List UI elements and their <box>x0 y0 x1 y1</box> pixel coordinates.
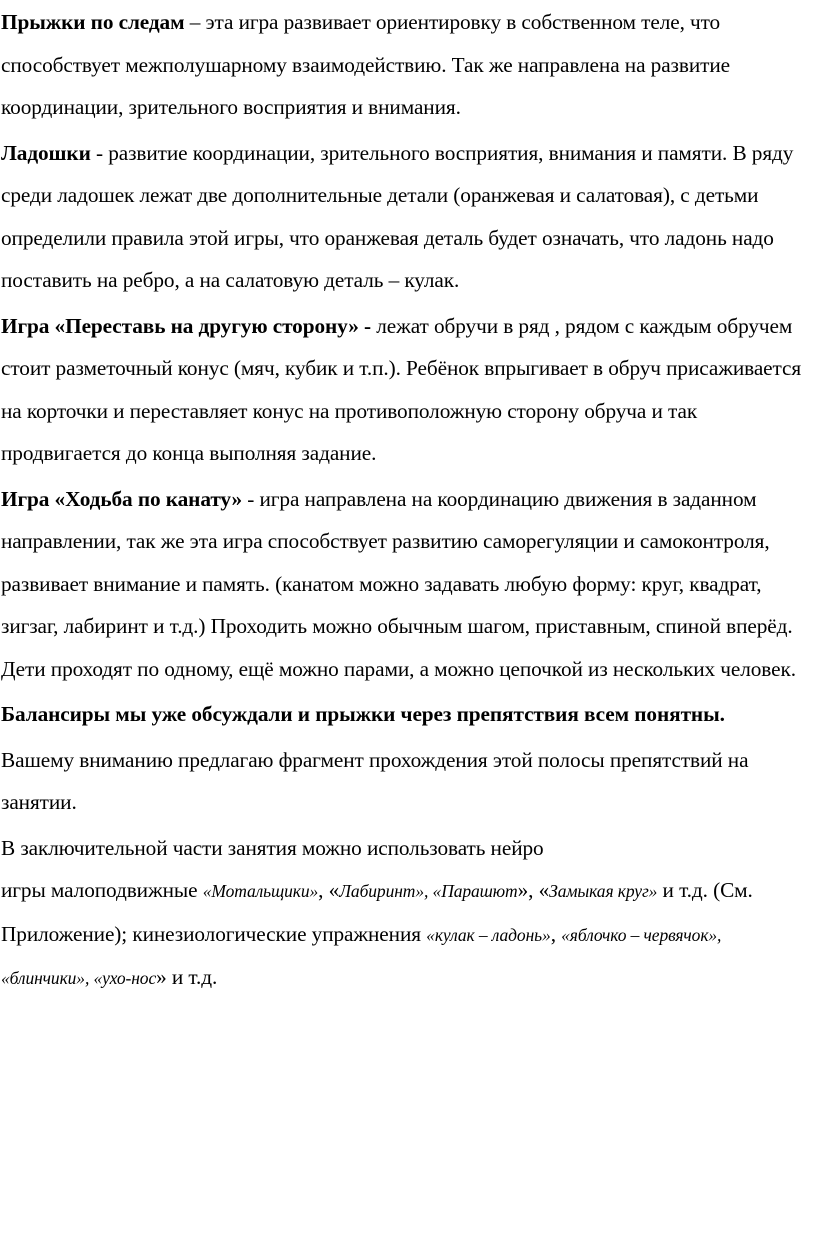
paragraph-final-part <box>1 827 812 1000</box>
game-name: Замыкая круг» <box>549 881 658 901</box>
paragraph-move-other-side <box>1 305 812 475</box>
paragraph-text: – эта игра развивает ориентировку в собственном теле, что способствует межполушарному взаимодействию. Так же направлена на развитие координации, зрительного восприятия и внимания. <box>1 10 730 119</box>
paragraph-text: Балансиры мы уже обсуждали и прыжки через препятствия всем понятны. <box>1 702 725 726</box>
paragraph-text: », « <box>517 878 550 902</box>
paragraph-rope-walking <box>1 478 812 691</box>
exercise-name: «яблочко – червячок», «блинчики», «ухо-нос <box>1 924 722 988</box>
paragraph-fragment <box>1 739 812 824</box>
paragraph-title: Прыжки по следам <box>1 10 185 34</box>
paragraph-text: , « <box>318 878 340 902</box>
paragraph-text: и т.д. (См. Приложение); кинезиологические упражнения <box>1 878 753 946</box>
paragraph-text: Вашему вниманию предлагаю фрагмент прохождения этой полосы препятствий на занятии. <box>1 747 749 814</box>
paragraph-jumping-tracks <box>1 1 812 129</box>
game-name: «Мотальщики» <box>202 881 319 901</box>
paragraph-text: - развитие координации, зрительного восприятия, внимания и памяти. В ряду среди ладошек лежат две дополнительные детали (оранжевая и салатовая), с детьми определили правила этой игры, что оранжевая деталь будет означать, что ладонь надо поставить на ребро, а на салатовую деталь – кулак. <box>1 140 794 292</box>
game-name: Лабиринт», «Парашют <box>339 881 518 901</box>
paragraph-text: лежат обручи в ряд , рядом с каждым обручем стоит разметочный конус (мяч, кубик и т.п.). Ребёнок впрыгивает в обруч присаживается на корточки и переставляет конус на противоположную сторону обруча и так продвигается до конца выполняя задание. <box>1 313 802 465</box>
paragraph-text: , <box>550 921 562 946</box>
paragraph-text: - игра направлена на координацию движения в заданном направлении, так же эта игра способствует развитию саморегуляции и самоконтроля, развивает внимание и память. (канатом можно задавать любую форму: круг, квадрат, зигзаг, лабиринт и т.д.) Проходить можно обычным шагом, приставным, спиной вперёд. Дети проходят по одному, ещё можно парами, а можно цепочкой из нескольких человек. <box>1 486 796 681</box>
paragraph-title: Игра «Ходьба по канату» <box>1 486 243 511</box>
paragraph-palms <box>1 132 812 302</box>
paragraph-title: Игра «Переставь на другую сторону» - <box>1 313 372 338</box>
paragraph-text: игры малоподвижные <box>1 878 203 902</box>
paragraph-text: » и т.д. <box>156 965 218 989</box>
paragraph-title: Ладошки <box>1 140 91 165</box>
exercise-name: «кулак – ладонь» <box>426 924 551 945</box>
paragraph-line: В заключительной части занятия можно использовать нейро <box>1 835 544 860</box>
paragraph-balancers <box>1 693 812 736</box>
